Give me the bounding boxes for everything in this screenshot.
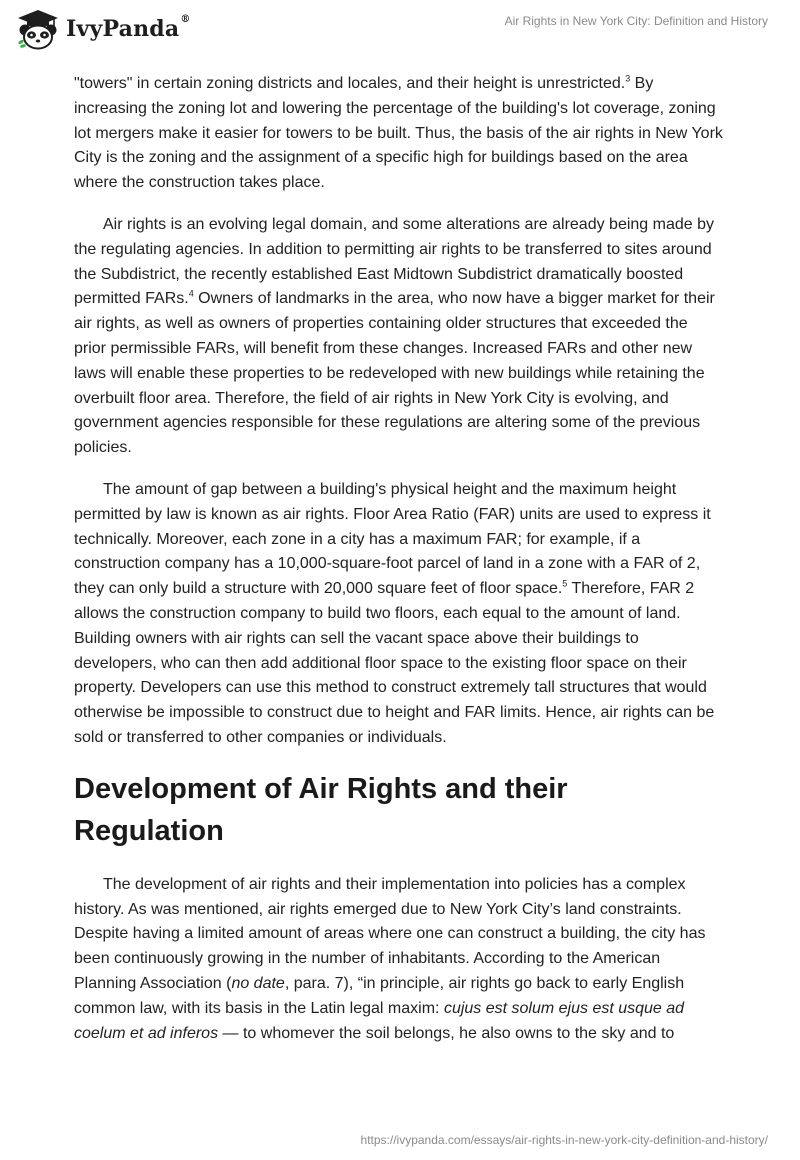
italic-citation: no date bbox=[231, 974, 285, 992]
paragraph-text: Owners of landmarks in the area, who now have a bigger market for their air rights, as well as owners of properties containing older structures that exceeded the prior permissible FARs, will benefit from these changes. Increased FARs and other new laws will enable these properties to be redeveloped with new buildings while retaining the overbuilt floor area. Therefore, the field of air rights in New York City is evolving, and government agencies responsible for these regulations are altering some of the previous policies. bbox=[74, 290, 715, 457]
paragraph-text: "towers" in certain zoning districts and locales, and their height is unrestricted. bbox=[74, 75, 626, 92]
paragraph-text: Therefore, FAR 2 allows the construction company to build two floors, each equal to the amount of land. Building owners with air rights can sell the vacant space above their buildings to developers, who can then add additional floor space to the existing floor space on their property. Developers can use this method to construct extremely tall structures that would otherwise be impossible to construct due to height and FAR limits. Hence, air rights can be sold or transferred to other companies or individuals. bbox=[74, 580, 715, 746]
section-heading: Development of Air Rights and their Regulation bbox=[74, 772, 568, 847]
paragraph-3 bbox=[74, 478, 724, 751]
source-url[interactable]: https://ivypanda.com/essays/air-rights-in-new-york-city-definition-and-history/ bbox=[360, 1133, 768, 1147]
footnote-ref-5[interactable]: 5 bbox=[562, 578, 568, 589]
paragraph-text: The development of air rights and their implementation into policies has a complex history. As was mentioned, air rights emerged due to New York City’s land constraints. Despite having a limited amount of areas where one can construct a building, the city has been continuously growing in the number of inhabitants. According to the American Planning Association ( bbox=[74, 875, 706, 992]
latin-maxim: cujus est solum ejus est usque ad coelum et ad inferos bbox=[74, 999, 685, 1042]
page-header bbox=[0, 0, 800, 60]
ivypanda-logo[interactable] bbox=[16, 8, 191, 50]
document-title: Air Rights in New York City: Definition and History bbox=[504, 14, 768, 28]
paragraph-text: Air rights is an evolving legal domain, and some alterations are already being made by the regulating agencies. In addition to permitting air rights to be transferred to sites around the Subdistrict, the recently established East Midtown Subdistrict dramatically boosted permitted FARs. bbox=[74, 215, 715, 308]
registered-mark: ® bbox=[180, 14, 191, 25]
paragraph-text: The amount of gap between a building's physical height and the maximum height permitted by law is known as air rights. Floor Area Ratio (FAR) units are used to express it technically. Moreover, each zone in a city has a maximum FAR; for example, if a construction company has a 10,000-square-foot parcel of land in a zone with a FAR of 2, they can only build a structure with 20,000 square feet of floor space. bbox=[74, 480, 711, 598]
logo-name: IvyPanda bbox=[66, 16, 180, 42]
panda-graduate-icon bbox=[16, 8, 60, 50]
paragraph-4 bbox=[74, 873, 724, 1047]
paragraph-1 bbox=[74, 72, 724, 196]
paragraph-text: By increasing the zoning lot and lowering the percentage of the building's lot coverage, zoning lot mergers make it easier for towers to be built. Thus, the basis of the air rights in New York City is the zoning and the assignment of a specific high for buildings based on the area where the construction takes place. bbox=[74, 75, 723, 192]
paragraph-text: — to whomever the soil belongs, he also owns to the sky and to bbox=[218, 1024, 675, 1042]
essay-content bbox=[74, 72, 724, 1063]
paragraph-text: , para. 7), “in principle, air rights go back to early English common law, with its basis in the Latin legal maxim: bbox=[74, 974, 685, 1017]
paragraph-2 bbox=[74, 213, 724, 461]
footnote-ref-3[interactable]: 3 bbox=[625, 73, 631, 84]
logo-wordmark bbox=[66, 16, 191, 42]
footnote-ref-4[interactable]: 4 bbox=[188, 289, 194, 300]
